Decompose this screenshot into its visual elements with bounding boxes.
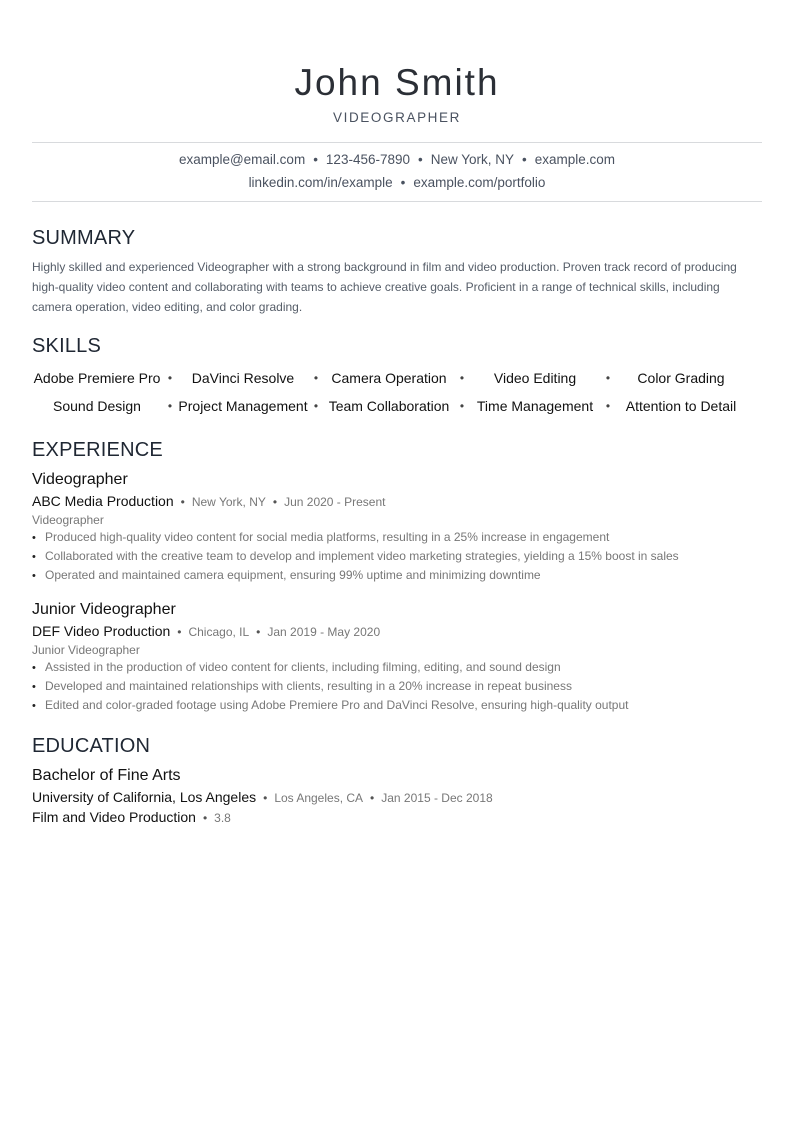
contact-line-2: [32, 175, 762, 190]
education-location: Los Angeles, CA: [274, 791, 364, 805]
skill-item: Camera Operation: [331, 370, 447, 386]
separator: •: [370, 791, 375, 805]
skills-heading: SKILLS: [32, 335, 102, 357]
contact-line-1: [32, 152, 762, 167]
separator: •: [167, 399, 173, 413]
job-company: ABC Media Production: [32, 493, 174, 509]
separator: •: [180, 495, 185, 509]
skill-item: Video Editing: [493, 370, 577, 386]
separator: •: [313, 152, 318, 167]
separator: •: [522, 152, 527, 167]
education-field: Film and Video Production: [32, 809, 196, 825]
skill-item: Project Management: [178, 398, 308, 414]
list-item: • Assisted in the production of video content for clients, including filming, editing, and sound design: [32, 658, 628, 677]
job-bullets: [32, 528, 679, 585]
skills-grid: [32, 364, 762, 420]
job-role: Junior Videographer: [32, 643, 140, 657]
education-dates: Jan 2015 - Dec 2018: [381, 791, 493, 805]
separator: •: [418, 152, 423, 167]
header-divider-bottom: [32, 201, 762, 202]
separator: •: [605, 399, 611, 413]
contact-linkedin[interactable]: linkedin.com/in/example: [248, 175, 393, 190]
job-dates: Jun 2020 - Present: [284, 495, 386, 509]
skills-row-2: [32, 392, 762, 420]
contact-portfolio[interactable]: example.com/portfolio: [413, 175, 546, 190]
experience-heading: EXPERIENCE: [32, 439, 163, 461]
candidate-title: VIDEOGRAPHER: [333, 110, 461, 125]
skill-item: Adobe Premiere Pro: [33, 370, 161, 386]
list-item: • Collaborated with the creative team to develop and implement video marketing strategies, yielding a 15% boost in sales: [32, 547, 679, 566]
skill-item: Time Management: [476, 398, 594, 414]
summary-text: Highly skilled and experienced Videographer with a strong background in film and video production. Proven track record of producing high-quality video content and collaborating with teams to achieve creative goals. Proficient in a range of technical skills, including camera operation, video editing, and color grading.: [32, 260, 737, 314]
job-meta: [32, 493, 386, 509]
job-bullets: [32, 658, 628, 715]
education-school: University of California, Los Angeles: [32, 789, 257, 805]
job-location: New York, NY: [191, 495, 266, 509]
candidate-name: John Smith: [294, 62, 500, 103]
separator: •: [167, 371, 173, 385]
list-item: • Edited and color-graded footage using Adobe Premiere Pro and DaVinci Resolve, ensuring high-quality output: [32, 696, 628, 715]
education-field-meta: [32, 809, 231, 825]
separator: •: [263, 791, 268, 805]
contact-phone[interactable]: 123-456-7890: [325, 152, 410, 167]
separator: •: [177, 625, 182, 639]
separator: •: [313, 371, 319, 385]
separator: •: [459, 371, 465, 385]
job-dates: Jan 2019 - May 2020: [267, 625, 381, 639]
header-divider-top: [32, 142, 762, 143]
skill-item: DaVinci Resolve: [191, 370, 295, 386]
contact-website[interactable]: example.com: [534, 152, 616, 167]
job-location: Chicago, IL: [188, 625, 250, 639]
skill-item: Team Collaboration: [328, 398, 450, 414]
separator: •: [313, 399, 319, 413]
education-heading: EDUCATION: [32, 735, 151, 757]
job-role: Videographer: [32, 513, 104, 527]
contact-email[interactable]: example@email.com: [178, 152, 306, 167]
skill-item: Sound Design: [53, 398, 141, 414]
job-title: Videographer: [32, 471, 128, 488]
contact-location: New York, NY: [430, 152, 515, 167]
separator: •: [256, 625, 261, 639]
skills-row-1: [32, 364, 762, 392]
separator: •: [202, 811, 208, 825]
list-item: • Produced high-quality video content for social media platforms, resulting in a 25% increase in engagement: [32, 528, 679, 547]
education-degree: Bachelor of Fine Arts: [32, 767, 181, 784]
summary-heading: SUMMARY: [32, 227, 136, 249]
education-gpa: 3.8: [214, 811, 231, 825]
list-item: • Developed and maintained relationships with clients, resulting in a 20% increase in repeat business: [32, 677, 628, 696]
separator: •: [459, 399, 465, 413]
separator: •: [272, 495, 278, 509]
separator: •: [605, 371, 611, 385]
separator: •: [400, 175, 406, 190]
skill-item: Attention to Detail: [625, 398, 737, 414]
job-title: Junior Videographer: [32, 601, 176, 618]
job-company: DEF Video Production: [32, 623, 171, 639]
skill-item: Color Grading: [637, 370, 725, 386]
list-item: • Operated and maintained camera equipment, ensuring 99% uptime and minimizing downtime: [32, 566, 679, 585]
job-meta: [32, 623, 380, 639]
education-meta: [32, 789, 493, 805]
